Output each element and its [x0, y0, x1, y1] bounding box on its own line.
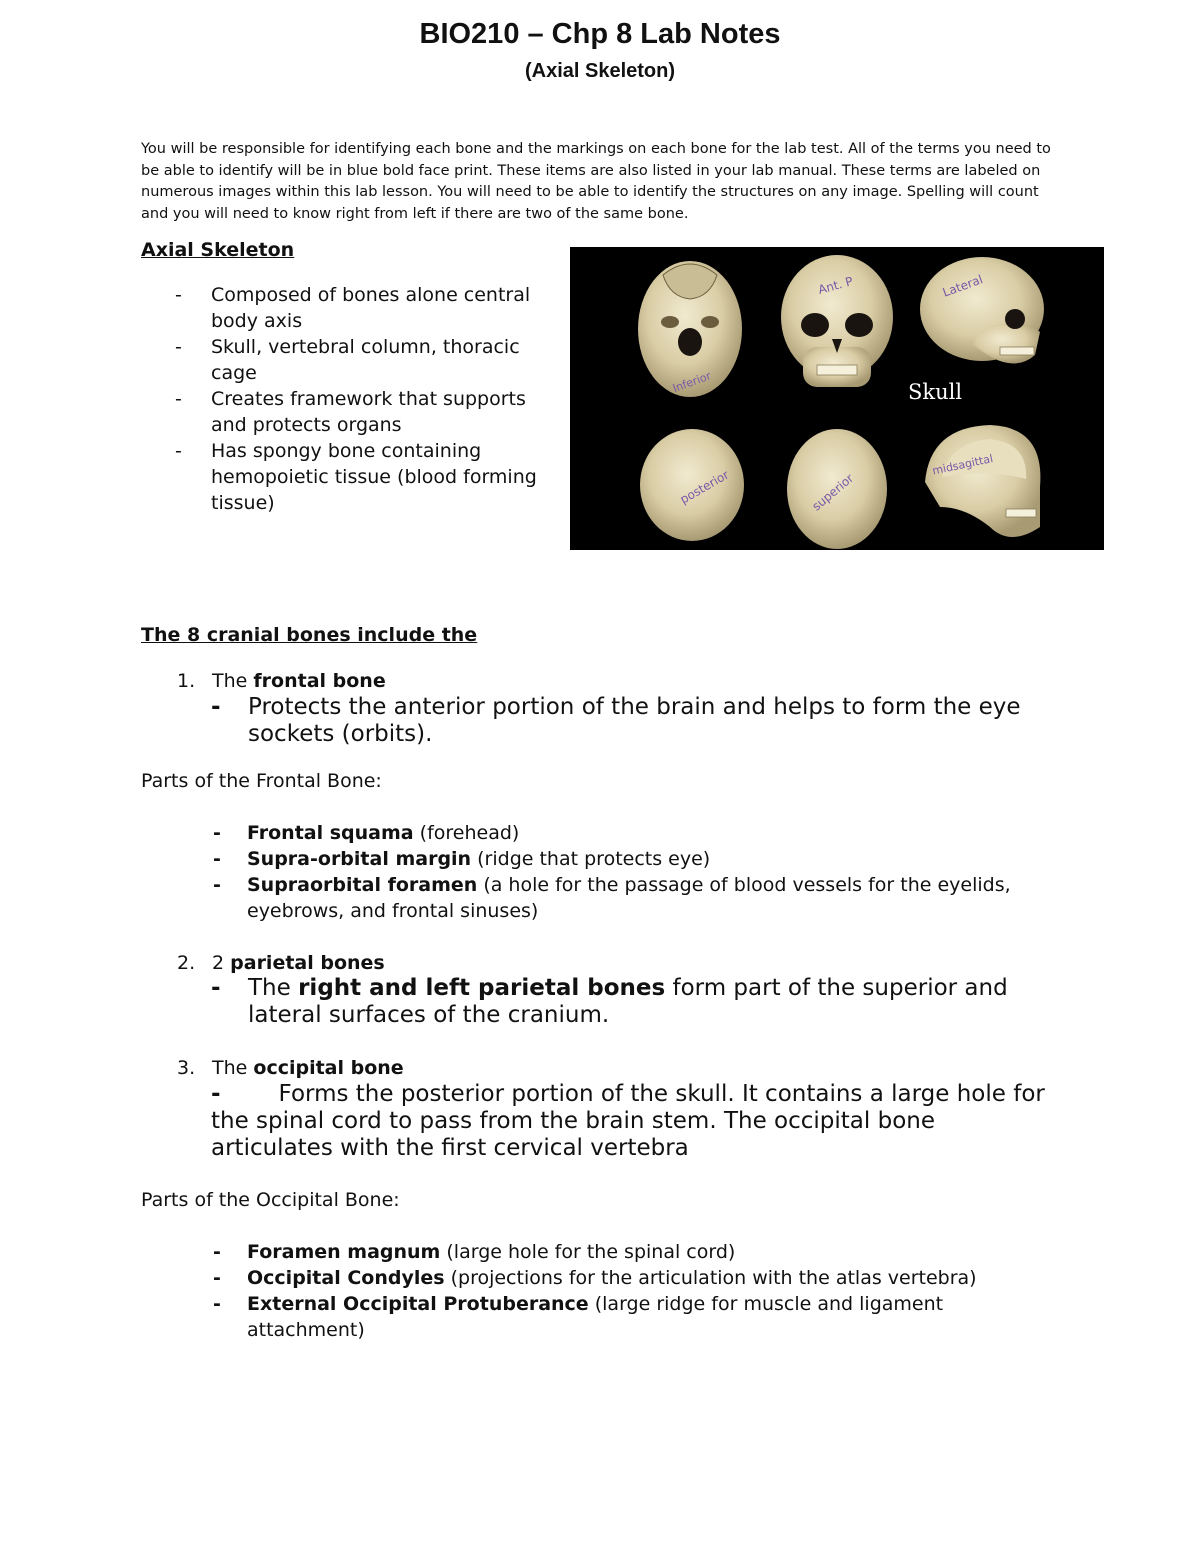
list-item: - External Occipital Protuberance (large ridge for muscle and ligament attachment) — [211, 1291, 1051, 1343]
skull-lateral-view — [920, 257, 1044, 363]
list-item: - Supraorbital foramen (a hole for the passage of blood vessels for the eyelids, eyebrows, and frontal sinuses) — [211, 872, 1051, 924]
view-label: superior — [809, 471, 857, 514]
list-item: - Foramen magnum (large hole for the spinal cord) — [211, 1239, 1051, 1265]
item-term: frontal bone — [253, 670, 386, 692]
axial-skeleton-heading: Axial Skeleton — [141, 239, 295, 261]
occipital-description: - Forms the posterior portion of the skull. It contains a large hole for the spinal cord to pass from the brain stem. The occipital bone articulates with the first cervical vertebra — [211, 1081, 1045, 1161]
list-item: - Composed of bones alone central body axis — [141, 282, 561, 334]
list-item: - Frontal squama (forehead) — [211, 820, 1051, 846]
parietal-description: - The right and left parietal bones form part of the superior and lateral surfaces of the cranium. — [211, 975, 1008, 1028]
axial-skeleton-list — [141, 282, 561, 516]
numbered-item-frontal — [177, 670, 386, 692]
cranial-bones-heading: The 8 cranial bones include the — [141, 624, 478, 646]
list-item: - Creates framework that supports and protects organs — [141, 386, 561, 438]
view-label: Ant. P — [816, 274, 855, 297]
skull-superior-view — [787, 429, 887, 549]
page-title: BIO210 – Chp 8 Lab Notes — [419, 18, 781, 50]
list-item: - Skull, vertebral column, thoracic cage — [141, 334, 561, 386]
frontal-parts-list — [211, 820, 1051, 924]
item-prefix: 2 — [212, 952, 231, 974]
item-term: occipital bone — [253, 1057, 404, 1079]
description-text: Forms the posterior portion of the skull. It contains a large hole for the spinal cord to pass from the brain stem. The occipital bone articulates with the first cervical vertebra — [211, 1081, 1045, 1161]
frontal-description: - Protects the anterior portion of the brain and helps to form the eye sockets (orbits). — [211, 694, 1051, 748]
list-item: - Supra-orbital margin (ridge that protects eye) — [211, 846, 1051, 872]
list-item: - Occipital Condyles (projections for the articulation with the atlas vertebra) — [211, 1265, 1051, 1291]
figure-caption: Skull — [908, 380, 963, 404]
description-text: Protects the anterior portion of the brain and helps to form the eye sockets (orbits). — [248, 694, 1021, 747]
item-number: 1. — [177, 670, 196, 692]
numbered-item-parietal — [177, 952, 385, 974]
item-number: 2. — [177, 952, 196, 974]
skull-midsagittal-view — [925, 425, 1040, 537]
occipital-parts-list — [211, 1239, 1051, 1343]
item-prefix: The — [212, 670, 254, 692]
view-label: midsagittal — [931, 452, 995, 478]
skull-posterior-view — [640, 429, 744, 541]
view-label: Lateral — [940, 272, 985, 300]
item-number: 3. — [177, 1057, 196, 1079]
numbered-item-occipital — [177, 1057, 404, 1079]
list-item: - Has spongy bone containing hemopoietic tissue (blood forming tissue) — [141, 438, 561, 516]
view-label: posterior — [677, 467, 732, 507]
view-label: Inferior — [671, 369, 713, 396]
skull-inferior-view — [638, 261, 742, 397]
skull-anterior-view — [781, 255, 893, 387]
item-prefix: The — [212, 1057, 254, 1079]
item-term: parietal bones — [230, 952, 385, 974]
intro-paragraph: You will be responsible for identifying each bone and the markings on each bone for the lab test. All of the terms you need to be able to identify will be in blue bold face print. These items are also listed in your lab manual. These terms are labeled on numerous images within this lab lesson. You will need to be able to identify the structures on any image. Spelling will count and you will need to know right from left if there are two of the same bone. — [141, 141, 1051, 222]
skull-views-figure — [570, 247, 1104, 550]
frontal-parts-heading: Parts of the Frontal Bone: — [141, 770, 382, 792]
occipital-parts-heading: Parts of the Occipital Bone: — [141, 1189, 400, 1211]
page-subtitle: (Axial Skeleton) — [524, 60, 676, 82]
